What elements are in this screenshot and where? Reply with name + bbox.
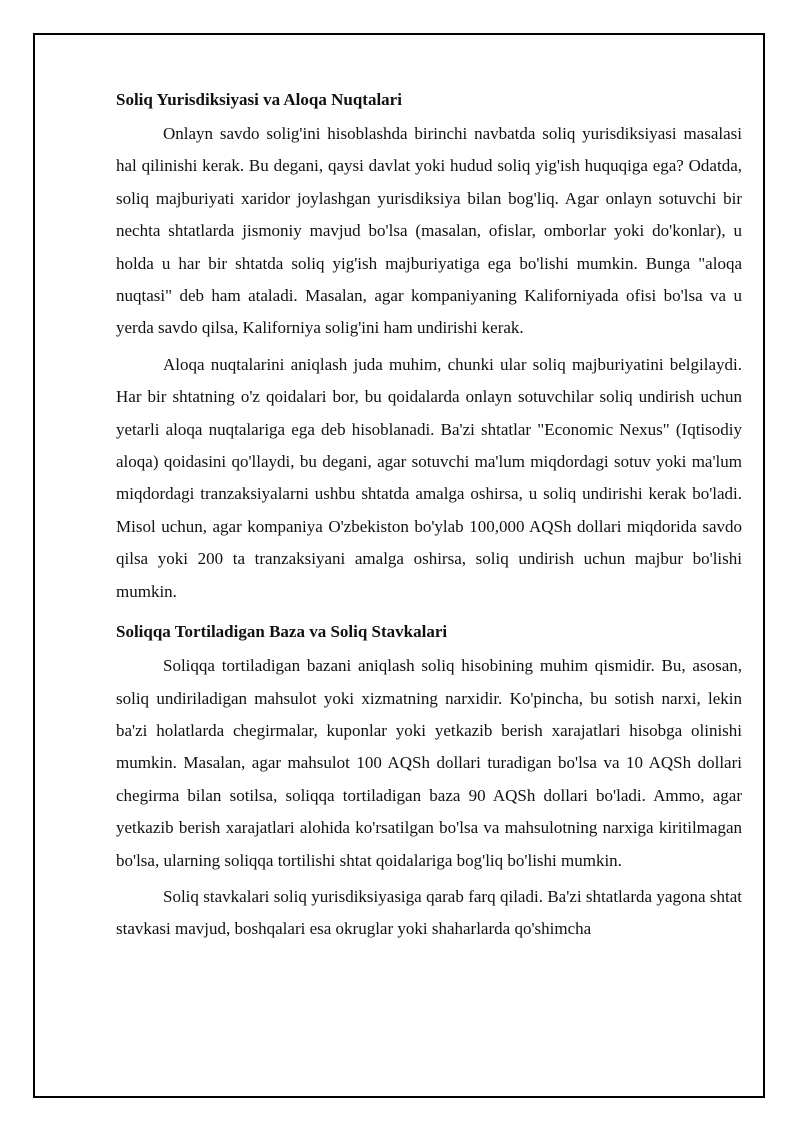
section-heading: Soliqqa Tortiladigan Baza va Soliq Stavkalari: [116, 622, 448, 642]
paragraph: Soliq stavkalari soliq yurisdiksiyasiga qarab farq qiladi. Ba'zi shtatlarda yagona shtat stavkasi mavjud, boshqalari esa okruglar yoki shaharlarda qo'shimcha: [116, 886, 742, 939]
section-heading: Soliq Yurisdiksiyasi va Aloqa Nuqtalari: [116, 90, 402, 109]
paragraph: Aloqa nuqtalarini aniqlash juda muhim, chunki ular soliq majburiyatini belgilaydi. Har bir shtatning o'z qoidalari bor, bu qoidalarda onlayn sotuvchilar soliq undirish uchun yetarli aloqa nuqtalariga ega deb hisoblanadi. Ba'zi shtatlar "Economic Nexus" (Iqtisodiy aloqa) qoidasini qo'llaydi, bu degani, agar sotuvchi ma'lum miqdordagi sotuv yoki ma'lum miqdordagi tranzaksiyalarni ushbu shtatda amalga oshirsa, u soliq undirishi kerak bo'ladi. Misol uchun, agar kompaniya O'zbekiston bo'ylab 100,000 AQSh dollari miqdorida savdo qilsa yoki 200 ta tranzaksiyani amalga oshirsa, soliq undirish uchun majbur bo'lishi mumkin.: [116, 354, 742, 601]
document-body: [116, 84, 742, 1074]
paragraph: Onlayn savdo solig'ini hisoblashda birinchi navbatda soliq yurisdiksiyasi masalasi hal qilinishi kerak. Bu degani, qaysi davlat yoki hudud soliq yig'ish huquqiga ega? Odatda, soliq majburiyati xaridor joylashgan yurisdiksiya bilan bog'liq. Agar onlayn sotuvchi bir nechta shtatlarda jismoniy mavjud bo'lsa (masalan, ofislar, omborlar yoki do'konlar), u holda u har bir shtatda soliq yig'ish majburiyatiga ega bo'lishi mumkin. Bunga "aloqa nuqtasi" deb ham ataladi. Masalan, agar kompaniyaning Kaliforniyada ofisi bo'lsa va u yerda savdo qilsa, Kaliforniya solig'ini ham undirishi kerak.: [116, 124, 742, 338]
paragraph: Soliqqa tortiladigan bazani aniqlash soliq hisobining muhim qismidir. Bu, asosan, soliq undiriladigan mahsulot yoki xizmatning narxidir. Ko'pincha, bu sotish narxi, lekin ba'zi holatlarda chegirmalar, kuponlar yoki yetkazib berish xarajatlari hisobga olinishi mumkin. Masalan, agar mahsulot 100 AQSh dollari turadigan bo'lsa va 10 AQSh dollari chegirma bilan sotilsa, soliqqa tortiladigan baza 90 AQSh dollari bo'ladi. Ammo, agar yetkazib berish xarajatlari alohida ko'rsatilgan bo'lsa va mahsulotning narxiga kiritilmagan bo'lsa, ularning soliqqa tortilishi shtat qoidalariga bog'liq bo'lishi mumkin.: [116, 656, 742, 870]
